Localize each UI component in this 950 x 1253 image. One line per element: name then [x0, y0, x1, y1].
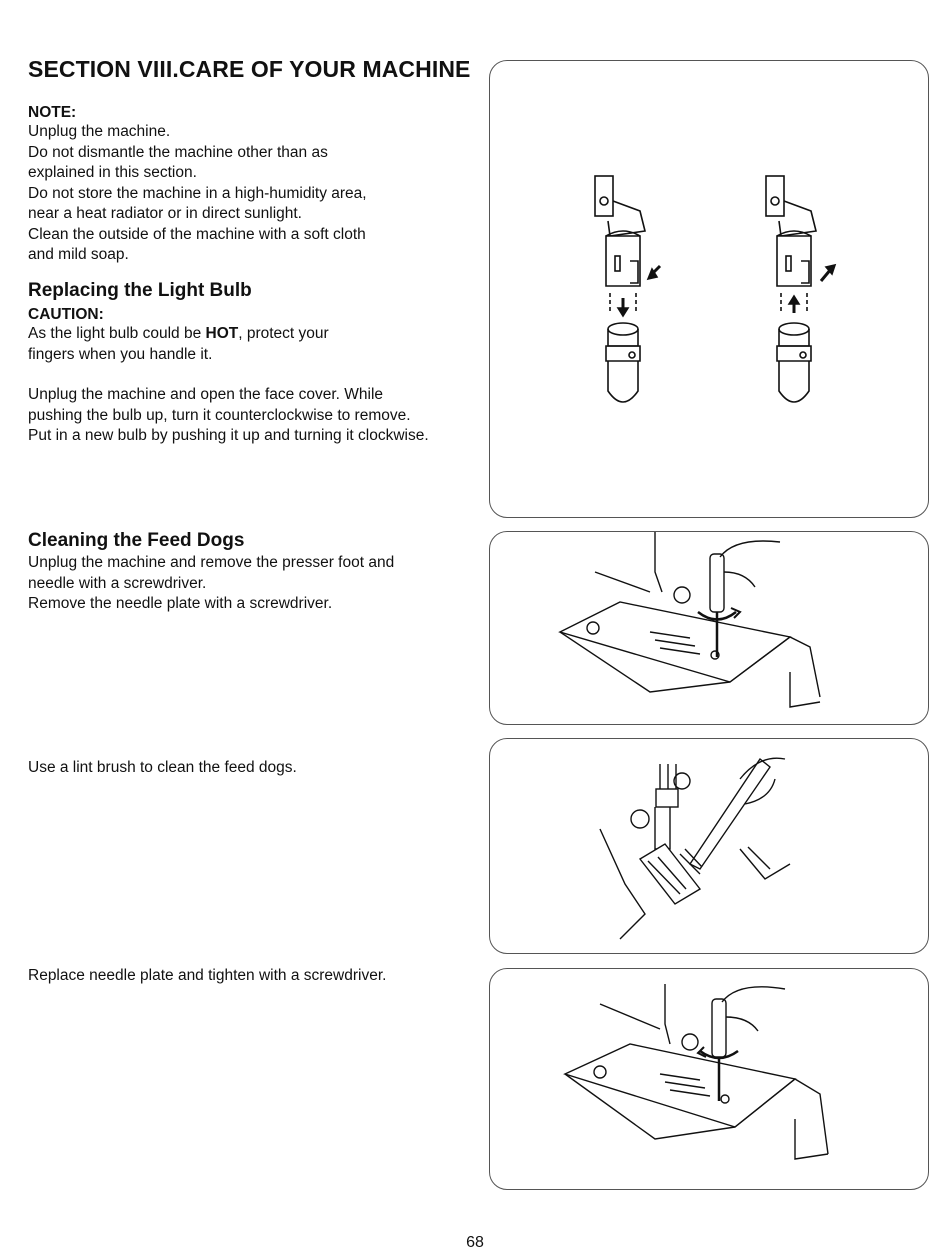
feed-dogs-instructions [28, 553, 394, 615]
replace-instruction: Replace needle plate and tighten with a screwdriver. [28, 967, 387, 984]
caution-text: , protect your [238, 325, 329, 342]
note-line: Do not dismantle the machine other than as [28, 143, 328, 161]
caution-label: CAUTION: [28, 306, 104, 323]
instruction-line: Unplug the machine and open the face cover. While [28, 386, 384, 403]
screwdriver-icon [698, 554, 740, 657]
caution-block [28, 306, 329, 365]
page-number: 68 [466, 1234, 484, 1251]
light-bulb-icon [606, 323, 640, 402]
note-line: explained in this section. [28, 164, 197, 181]
note-line: near a heat radiator or in direct sunlight. [28, 205, 302, 222]
caution-text: As the light bulb could be [28, 325, 206, 342]
needle-plate-icon [565, 1044, 828, 1159]
light-bulb-instructions [28, 385, 429, 447]
needle-plate-icon [560, 602, 820, 707]
instruction-line: pushing the bulb up, turn it counterclockwise to remove. [28, 406, 411, 424]
instruction-line: Unplug the machine and remove the presser foot and [28, 554, 395, 571]
bulb-socket-icon [595, 176, 645, 286]
needle-plate-icon [640, 844, 700, 904]
caution-hot: HOT [205, 325, 239, 342]
note-line: Clean the outside of the machine with a soft cloth [28, 225, 366, 243]
instruction-line: Remove the needle plate with a screwdriver. [28, 595, 333, 612]
bulb-socket-icon [766, 176, 816, 286]
note-label: NOTE: [28, 104, 77, 121]
lint-brush-icon [680, 759, 770, 874]
light-bulb-heading: Replacing the Light Bulb [28, 280, 252, 301]
instruction-line: needle with a screwdriver. [28, 574, 207, 592]
light-bulb-icon [777, 323, 811, 402]
remove-needle-plate-illustration [489, 531, 929, 725]
screwdriver-icon [698, 999, 738, 1101]
light-bulb-illustration [489, 60, 929, 518]
instruction-line: Put in a new bulb by pushing it up and turning it clockwise. [28, 427, 429, 444]
note-line: Unplug the machine. [28, 123, 171, 140]
note-block [28, 104, 367, 266]
replace-needle-plate-illustration [489, 968, 929, 1190]
feed-dogs-heading: Cleaning the Feed Dogs [28, 530, 245, 551]
note-text [28, 122, 367, 266]
brush-instruction: Use a lint brush to clean the feed dogs. [28, 759, 297, 776]
section-title: SECTION VIII.CARE OF YOUR MACHINE [28, 56, 471, 82]
note-line: Do not store the machine in a high-humidity area, [28, 184, 367, 202]
note-line: and mild soap. [28, 246, 129, 263]
caution-line [28, 324, 329, 345]
caution-line: fingers when you handle it. [28, 345, 213, 363]
lint-brush-illustration [489, 738, 929, 954]
